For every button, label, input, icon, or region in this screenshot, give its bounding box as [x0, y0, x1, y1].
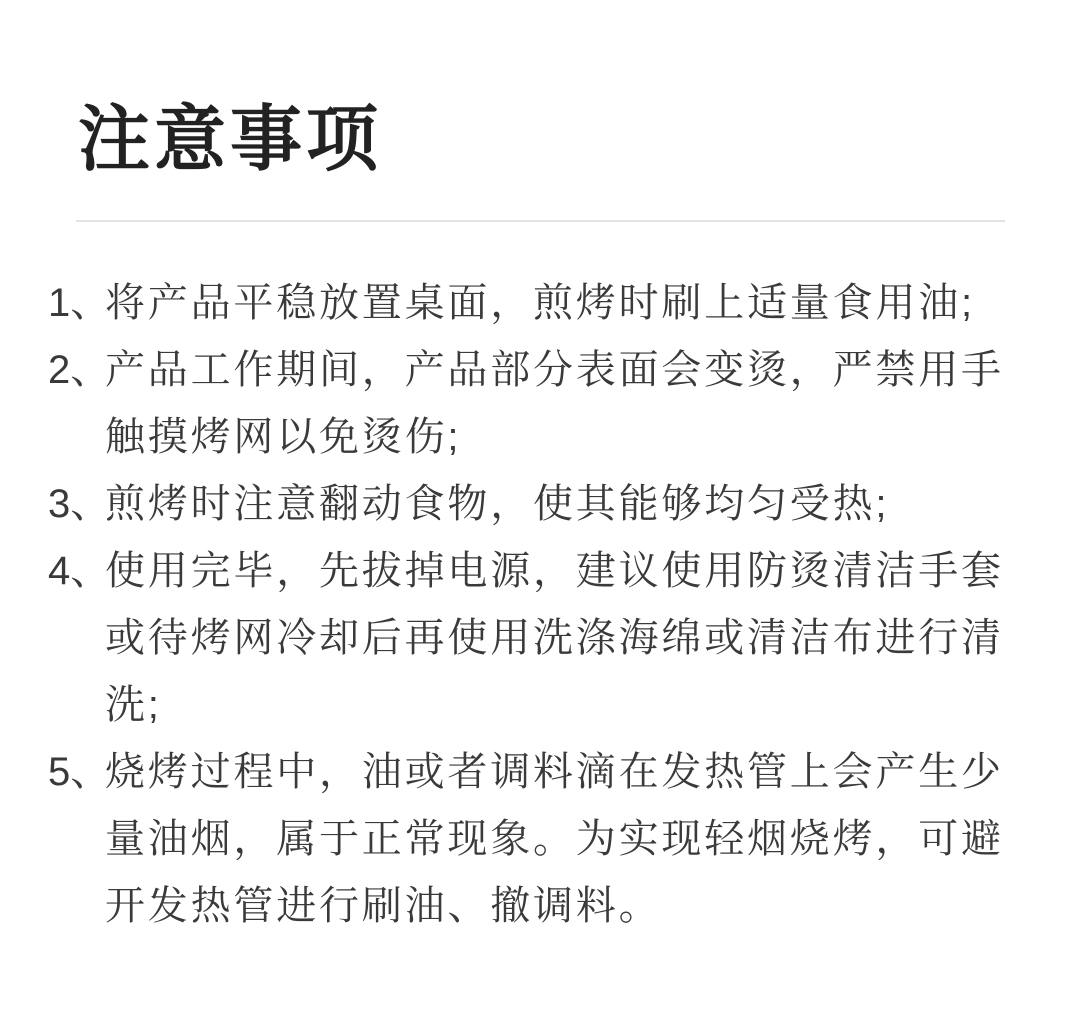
page-title: 注意事项: [78, 100, 383, 180]
list-item-text: 烧烤过程中，油或者调料滴在发热管上会产生少量油烟，属于正常现象。为实现轻烟烧烤，可避开发热管进行刷油、撤调料。: [105, 750, 1004, 928]
list-item-number: 3、: [48, 482, 111, 526]
list-item-number: 2、: [48, 348, 111, 392]
list-item: [48, 538, 1010, 739]
list-item-text: 将产品平稳放置桌面，煎烤时刷上适量食用油;: [105, 281, 975, 325]
list-item-text: 煎烤时注意翻动食物，使其能够均匀受热;: [105, 482, 890, 526]
list-item-number: 5、: [48, 750, 111, 794]
list-item-number: 4、: [48, 549, 111, 593]
list-item: [48, 270, 1010, 337]
title-divider: [76, 220, 1005, 222]
precautions-list: [0, 270, 1080, 940]
list-item: [48, 739, 1010, 940]
list-item-text: 使用完毕，先拔掉电源，建议使用防烫清洁手套或待烤网冷却后再使用洗涤海绵或清洁布进行清洗;: [105, 549, 1004, 727]
list-item: [48, 337, 1010, 471]
list-item-text: 产品工作期间，产品部分表面会变烫，严禁用手触摸烤网以免烫伤;: [105, 348, 1004, 459]
list-item: [48, 471, 1010, 538]
list-item-number: 1、: [48, 281, 111, 325]
